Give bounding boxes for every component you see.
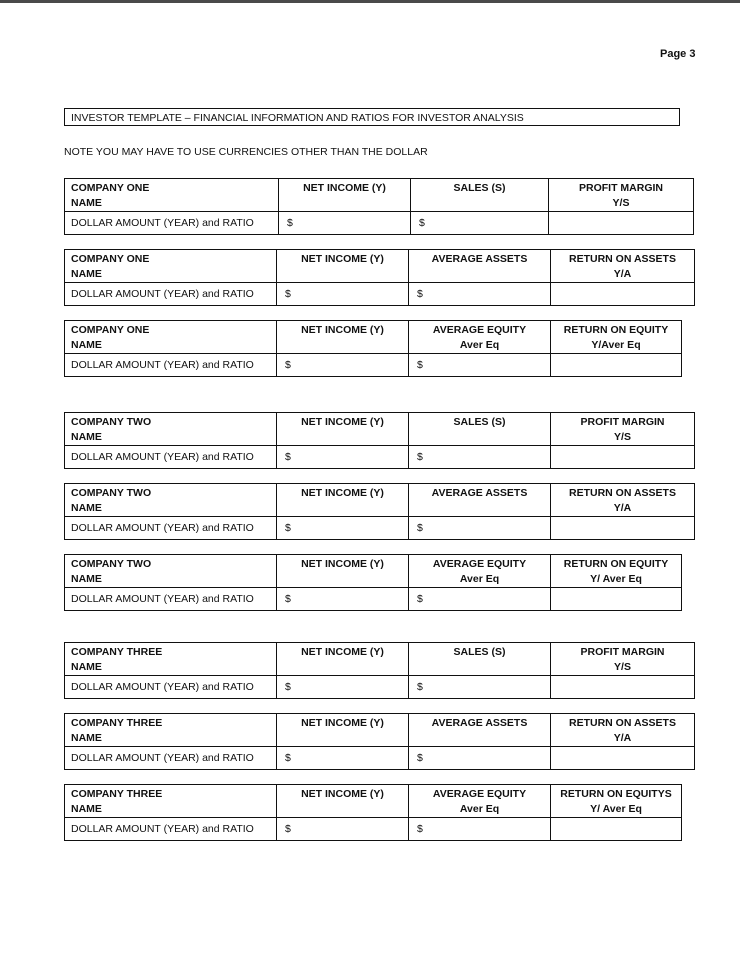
ratio-table	[64, 483, 695, 540]
ratio-input-cell[interactable]	[551, 818, 682, 841]
column-header-label: NET INCOME (Y)	[301, 487, 384, 499]
column-header-formula: Y/S	[614, 661, 631, 673]
company-name-cell	[65, 643, 277, 676]
column-header-formula: Y/A	[613, 732, 632, 744]
column-header-2	[409, 484, 551, 517]
company-label: COMPANY TWO	[71, 416, 152, 428]
row-label-cell	[65, 676, 277, 699]
column-header-label: AVERAGE ASSETS	[431, 717, 528, 729]
amount-input-cell[interactable]	[277, 283, 409, 306]
table-header-row	[65, 555, 682, 588]
column-header-2	[409, 643, 551, 676]
amount-input-cell[interactable]	[409, 354, 551, 377]
dollar-sign: $	[287, 217, 293, 229]
row-label: DOLLAR AMOUNT (YEAR) and RATIO	[71, 451, 254, 463]
dollar-sign: $	[417, 593, 423, 605]
column-header-3	[551, 785, 682, 818]
row-label-cell	[65, 212, 279, 235]
column-header-1	[279, 179, 411, 212]
table-value-row	[65, 676, 695, 699]
column-header-label: AVERAGE ASSETS	[431, 253, 528, 265]
column-header-label: PROFIT MARGIN	[580, 646, 665, 658]
row-label-cell	[65, 747, 277, 770]
column-header-1	[277, 555, 409, 588]
column-header-formula: Y/S	[614, 431, 631, 443]
ratio-input-cell[interactable]	[551, 283, 695, 306]
dollar-sign: $	[417, 823, 423, 835]
column-header-2	[411, 179, 549, 212]
page-number: Page 3	[660, 48, 696, 60]
table-header-row	[65, 413, 695, 446]
name-label: NAME	[71, 268, 102, 280]
company-label: COMPANY ONE	[71, 182, 150, 194]
ratio-input-cell[interactable]	[551, 517, 695, 540]
column-header-formula: Y/S	[612, 197, 630, 209]
table-header-row	[65, 250, 695, 283]
column-header-formula: Aver Eq	[459, 573, 500, 585]
column-header-2	[409, 413, 551, 446]
ratio-table	[64, 412, 695, 469]
column-header-label: NET INCOME (Y)	[303, 182, 386, 194]
column-header-label: RETURN ON EQUITY	[563, 558, 669, 570]
column-header-2	[409, 321, 551, 354]
amount-input-cell[interactable]	[277, 747, 409, 770]
row-label: DOLLAR AMOUNT (YEAR) and RATIO	[71, 217, 254, 229]
column-header-2	[409, 785, 551, 818]
column-header-formula: Y/ Aver Eq	[590, 573, 642, 585]
row-label: DOLLAR AMOUNT (YEAR) and RATIO	[71, 359, 254, 371]
company-label: COMPANY ONE	[71, 253, 150, 265]
column-header-label: NET INCOME (Y)	[301, 717, 384, 729]
column-header-label: AVERAGE EQUITY	[432, 324, 527, 336]
company-label: COMPANY ONE	[71, 324, 150, 336]
dollar-sign: $	[285, 288, 291, 300]
column-header-formula: Aver Eq	[459, 803, 500, 815]
column-header-label: SALES (S)	[453, 416, 506, 428]
name-label: NAME	[71, 197, 102, 209]
name-label: NAME	[71, 661, 102, 673]
name-label: NAME	[71, 502, 102, 514]
dollar-sign: $	[285, 681, 291, 693]
column-header-label: AVERAGE ASSETS	[431, 487, 528, 499]
table-value-row	[65, 446, 695, 469]
row-label: DOLLAR AMOUNT (YEAR) and RATIO	[71, 681, 254, 693]
company-name-cell	[65, 484, 277, 517]
column-header-label: RETURN ON EQUITY	[563, 324, 669, 336]
amount-input-cell[interactable]	[409, 818, 551, 841]
column-header-2	[409, 555, 551, 588]
row-label: DOLLAR AMOUNT (YEAR) and RATIO	[71, 593, 254, 605]
ratio-input-cell[interactable]	[551, 588, 682, 611]
row-label-cell	[65, 517, 277, 540]
row-label: DOLLAR AMOUNT (YEAR) and RATIO	[71, 752, 254, 764]
column-header-label: PROFIT MARGIN	[579, 182, 663, 194]
company-name-cell	[65, 321, 277, 354]
table-value-row	[65, 588, 682, 611]
column-header-label: RETURN ON EQUITYS	[560, 788, 672, 800]
amount-input-cell[interactable]	[409, 676, 551, 699]
dollar-sign: $	[285, 823, 291, 835]
column-header-3	[551, 321, 682, 354]
row-label-cell	[65, 446, 277, 469]
table-header-row	[65, 785, 682, 818]
column-header-3	[549, 179, 694, 212]
amount-input-cell[interactable]	[409, 283, 551, 306]
top-border	[0, 0, 740, 3]
column-header-formula: Y/ Aver Eq	[590, 803, 642, 815]
column-header-1	[277, 785, 409, 818]
column-header-label: NET INCOME (Y)	[301, 416, 384, 428]
row-label-cell	[65, 354, 277, 377]
table-header-row	[65, 643, 695, 676]
ratio-input-cell[interactable]	[551, 676, 695, 699]
table-value-row	[65, 283, 695, 306]
column-header-label: SALES (S)	[453, 182, 506, 194]
dollar-sign: $	[417, 681, 423, 693]
column-header-label: RETURN ON ASSETS	[569, 253, 676, 265]
column-header-label: AVERAGE EQUITY	[432, 788, 527, 800]
company-label: COMPANY THREE	[71, 646, 163, 658]
amount-input-cell[interactable]	[277, 588, 409, 611]
column-header-1	[277, 643, 409, 676]
company-name-cell	[65, 714, 277, 747]
column-header-label: PROFIT MARGIN	[580, 416, 665, 428]
table-value-row	[65, 212, 694, 235]
column-header-3	[551, 643, 695, 676]
company-label: COMPANY THREE	[71, 717, 163, 729]
ratio-input-cell[interactable]	[551, 354, 682, 377]
amount-input-cell[interactable]	[411, 212, 549, 235]
company-label: COMPANY TWO	[71, 487, 152, 499]
column-header-label: SALES (S)	[453, 646, 506, 658]
column-header-3	[551, 484, 695, 517]
amount-input-cell[interactable]	[277, 446, 409, 469]
dollar-sign: $	[417, 288, 423, 300]
column-header-label: NET INCOME (Y)	[301, 646, 384, 658]
company-name-cell	[65, 413, 277, 446]
amount-input-cell[interactable]	[409, 446, 551, 469]
row-label: DOLLAR AMOUNT (YEAR) and RATIO	[71, 522, 254, 534]
name-label: NAME	[71, 573, 102, 585]
row-label: DOLLAR AMOUNT (YEAR) and RATIO	[71, 288, 254, 300]
dollar-sign: $	[285, 752, 291, 764]
row-label: DOLLAR AMOUNT (YEAR) and RATIO	[71, 823, 254, 835]
row-label-cell	[65, 818, 277, 841]
amount-input-cell[interactable]	[409, 517, 551, 540]
dollar-sign: $	[285, 593, 291, 605]
name-label: NAME	[71, 431, 102, 443]
dollar-sign: $	[285, 359, 291, 371]
column-header-label: NET INCOME (Y)	[301, 324, 384, 336]
column-header-2	[409, 250, 551, 283]
ratio-table	[64, 554, 682, 611]
column-header-3	[551, 555, 682, 588]
column-header-3	[551, 714, 695, 747]
row-label-cell	[65, 588, 277, 611]
currency-note: NOTE YOU MAY HAVE TO USE CURRENCIES OTHER THAN THE DOLLAR	[64, 146, 428, 158]
table-value-row	[65, 517, 695, 540]
ratio-table	[64, 178, 694, 235]
ratio-table	[64, 784, 682, 841]
amount-input-cell[interactable]	[409, 588, 551, 611]
ratio-input-cell[interactable]	[551, 747, 695, 770]
dollar-sign: $	[285, 451, 291, 463]
amount-input-cell[interactable]	[277, 517, 409, 540]
column-header-1	[277, 321, 409, 354]
amount-input-cell[interactable]	[277, 354, 409, 377]
company-name-cell	[65, 555, 277, 588]
row-label-cell	[65, 283, 277, 306]
column-header-label: RETURN ON ASSETS	[569, 717, 676, 729]
dollar-sign: $	[417, 522, 423, 534]
amount-input-cell[interactable]	[279, 212, 411, 235]
dollar-sign: $	[417, 752, 423, 764]
column-header-formula: Aver Eq	[459, 339, 500, 351]
ratio-table	[64, 713, 695, 770]
ratio-table	[64, 320, 682, 377]
column-header-1	[277, 413, 409, 446]
ratio-input-cell[interactable]	[551, 446, 695, 469]
company-label: COMPANY THREE	[71, 788, 163, 800]
amount-input-cell[interactable]	[277, 818, 409, 841]
amount-input-cell[interactable]	[409, 747, 551, 770]
column-header-label: RETURN ON ASSETS	[569, 487, 676, 499]
table-header-row	[65, 179, 694, 212]
column-header-label: NET INCOME (Y)	[301, 558, 384, 570]
column-header-1	[277, 484, 409, 517]
table-value-row	[65, 747, 695, 770]
name-label: NAME	[71, 732, 102, 744]
column-header-1	[277, 250, 409, 283]
dollar-sign: $	[285, 522, 291, 534]
ratio-input-cell[interactable]	[549, 212, 694, 235]
column-header-3	[551, 250, 695, 283]
column-header-formula: Y/A	[613, 268, 632, 280]
table-header-row	[65, 484, 695, 517]
column-header-label: NET INCOME (Y)	[301, 788, 384, 800]
amount-input-cell[interactable]	[277, 676, 409, 699]
dollar-sign: $	[419, 217, 425, 229]
column-header-2	[409, 714, 551, 747]
column-header-1	[277, 714, 409, 747]
name-label: NAME	[71, 803, 102, 815]
column-header-3	[551, 413, 695, 446]
table-header-row	[65, 714, 695, 747]
company-name-cell	[65, 785, 277, 818]
name-label: NAME	[71, 339, 102, 351]
dollar-sign: $	[417, 359, 423, 371]
column-header-label: NET INCOME (Y)	[301, 253, 384, 265]
company-name-cell	[65, 250, 277, 283]
column-header-formula: Y/A	[613, 502, 632, 514]
company-label: COMPANY TWO	[71, 558, 152, 570]
table-header-row	[65, 321, 682, 354]
dollar-sign: $	[417, 451, 423, 463]
ratio-table	[64, 642, 695, 699]
template-title: INVESTOR TEMPLATE – FINANCIAL INFORMATION AND RATIOS FOR INVESTOR ANALYSIS	[64, 108, 680, 126]
column-header-formula: Y/Aver Eq	[591, 339, 641, 351]
ratio-table	[64, 249, 695, 306]
table-value-row	[65, 354, 682, 377]
column-header-label: AVERAGE EQUITY	[432, 558, 527, 570]
company-name-cell	[65, 179, 279, 212]
table-value-row	[65, 818, 682, 841]
